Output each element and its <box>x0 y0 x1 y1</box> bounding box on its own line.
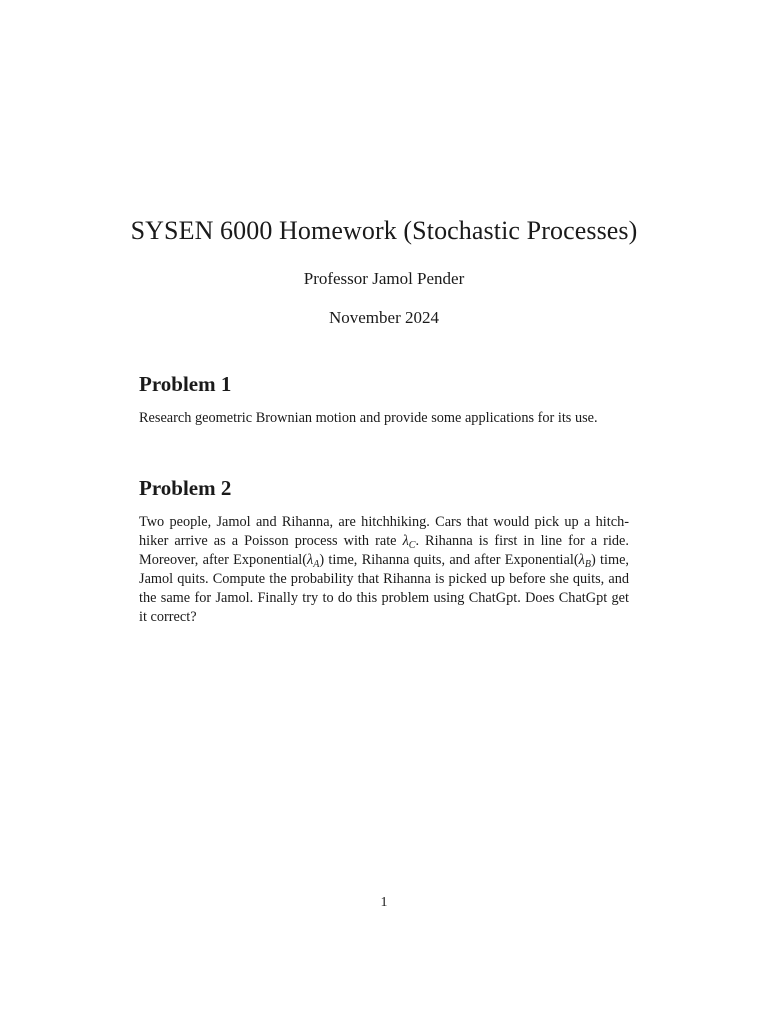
document-date: November 2024 <box>328 308 439 327</box>
problem-2-text <box>139 513 629 627</box>
document-title: SYSEN 6000 Homework (Stochastic Processes) <box>130 216 638 245</box>
problem-1-text: Research geometric Brownian motion and provide some applications for its use. <box>139 410 598 426</box>
document-author: Professor Jamol Pender <box>303 269 465 288</box>
problem-2-heading: Problem 2 <box>139 476 232 500</box>
lambda-glyph: λ <box>402 533 409 549</box>
problem-1-section <box>139 371 629 428</box>
lambda-glyph: λ <box>578 552 585 568</box>
page-number: 1 <box>380 895 388 910</box>
problem-2-text-part-4: ) time, Jamol quits. Compute the probability that Rihanna is picked up before she quits, and the same for Jamol. Finally try to do this problem using ChatGpt. Does ChatGpt get it correct? <box>139 552 629 625</box>
lambda-c-symbol <box>403 533 416 549</box>
lambda-glyph: λ <box>307 552 314 568</box>
problem-2-text-part-3: ) time, Rihanna quits, and after Exponential( <box>319 552 579 568</box>
lambda-b-subscript: B <box>584 559 591 570</box>
lambda-a-symbol <box>307 552 319 568</box>
lambda-c-subscript: C <box>408 540 416 551</box>
problem-1-heading: Problem 1 <box>139 372 232 396</box>
problem-2-section <box>139 475 629 627</box>
lambda-b-symbol <box>579 552 591 568</box>
problem-2-text-part-2: . Rihanna is first in line for a ride. Moreover, after Exponential( <box>139 533 629 568</box>
lambda-a-subscript: A <box>313 559 320 570</box>
problem-2-text-part-1: Two people, Jamol and Rihanna, are hitchhiking. Cars that would pick up a hitch-hiker arrive as a Poisson process with rate <box>139 514 629 549</box>
